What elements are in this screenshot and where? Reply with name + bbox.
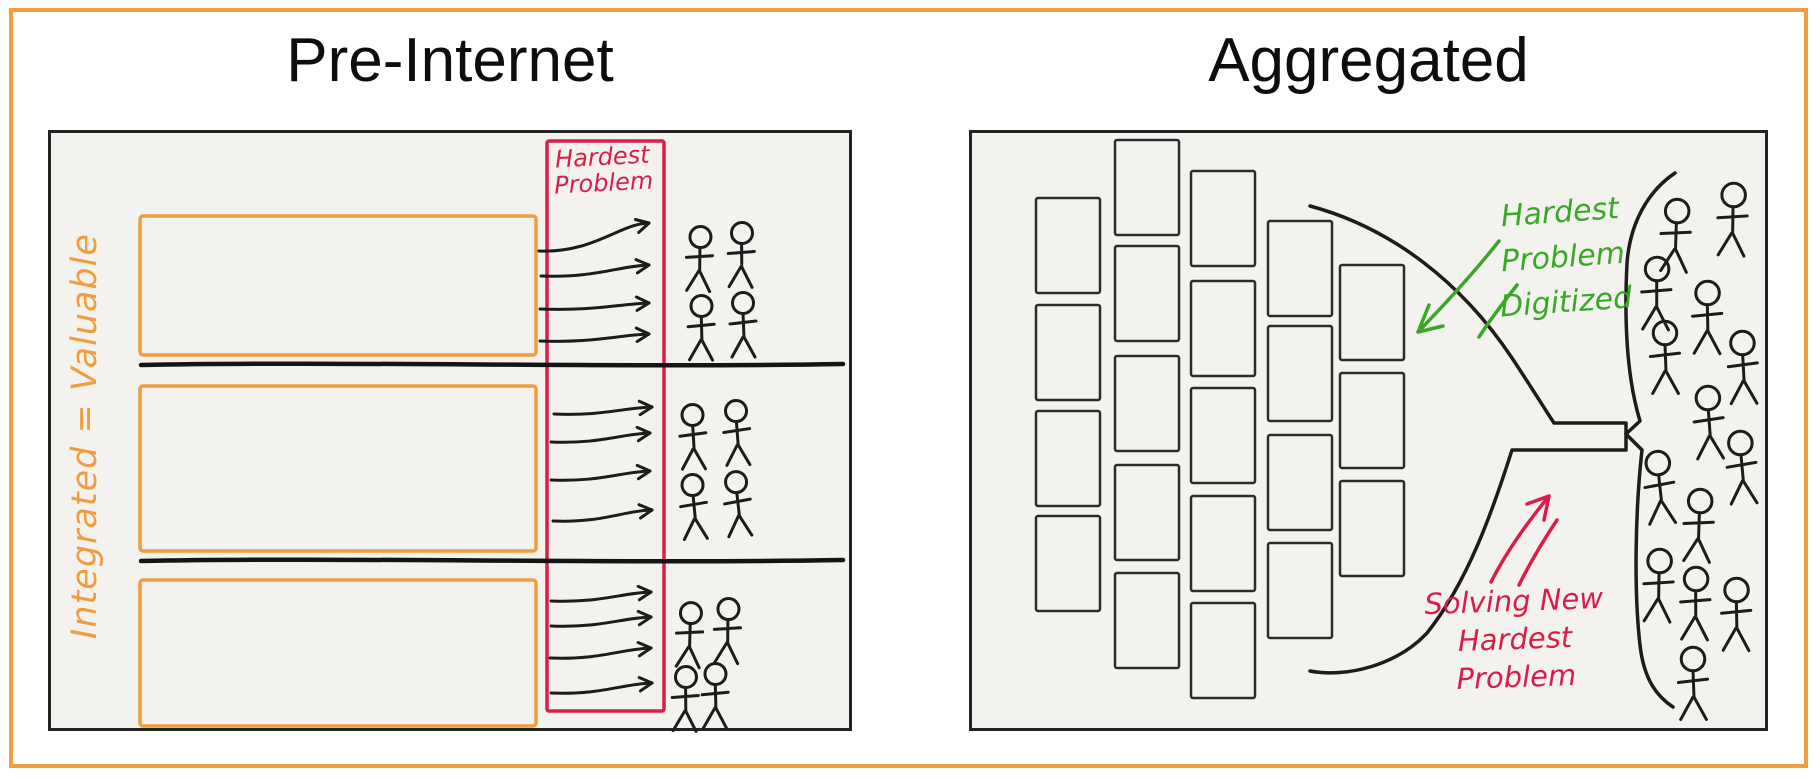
stick-figure-head bbox=[1688, 489, 1713, 514]
supplier-module-box-1-1 bbox=[1036, 198, 1100, 293]
stick-figure-head bbox=[1721, 183, 1746, 208]
stick-figure-body bbox=[1728, 355, 1758, 404]
pre-internet-drawing bbox=[51, 133, 855, 734]
stick-figure-body bbox=[713, 619, 741, 664]
stick-figure-body bbox=[1650, 345, 1679, 394]
customer-stick-figure bbox=[685, 226, 714, 292]
digitized-label-line1: Hardest bbox=[1499, 191, 1621, 235]
supplier-module-box-3-2 bbox=[1191, 281, 1255, 376]
supplier-module-box-3-3 bbox=[1191, 388, 1255, 483]
stick-figure-head bbox=[691, 295, 712, 316]
stick-figure-body bbox=[723, 421, 751, 465]
supplier-module-box-1-3 bbox=[1036, 411, 1100, 506]
crowd-stick-figure bbox=[1716, 183, 1749, 257]
customer-stick-figure bbox=[702, 663, 729, 728]
integrated-valuable-label: Integrated = Valuable bbox=[65, 233, 105, 639]
supplier-module-box-5-1 bbox=[1340, 265, 1404, 360]
crowd-stick-figure bbox=[1728, 331, 1758, 404]
solving-label-line1: Solving New bbox=[1423, 580, 1604, 622]
solving-label-line2: Hardest Problem bbox=[1455, 620, 1577, 697]
supplier-module-box-2-3 bbox=[1115, 356, 1179, 451]
stick-figure-head bbox=[1730, 331, 1754, 355]
stick-figure-body bbox=[1726, 454, 1758, 504]
stick-figure-head bbox=[717, 598, 739, 620]
separator-line-2 bbox=[141, 560, 843, 562]
crowd-stick-figure bbox=[1678, 647, 1707, 719]
distribution-arrow-1-4 bbox=[540, 334, 649, 341]
crowd-stick-figure bbox=[1692, 281, 1722, 354]
stick-figure-head bbox=[689, 226, 711, 248]
stick-figure-body bbox=[1721, 602, 1751, 651]
crowd-stick-figure bbox=[1650, 321, 1679, 393]
stick-figure-body bbox=[688, 316, 715, 360]
supplier-module-box-4-2 bbox=[1268, 326, 1332, 421]
stick-figure-head bbox=[733, 293, 754, 314]
distribution-arrow-2-2 bbox=[551, 433, 650, 442]
stick-figure-body bbox=[680, 495, 708, 540]
crowd-stick-figure bbox=[1721, 578, 1751, 651]
stick-figure-head bbox=[705, 663, 726, 684]
stick-figure-head bbox=[1725, 578, 1749, 602]
supplier-module-box-3-1 bbox=[1191, 171, 1255, 266]
stick-figure-head bbox=[682, 404, 703, 425]
stick-figure-body bbox=[1681, 512, 1713, 563]
stick-figure-head bbox=[731, 222, 753, 244]
crowd-stick-figure bbox=[1725, 431, 1758, 505]
crowd-stick-figure bbox=[1679, 567, 1711, 640]
distribution-arrow-2-3 bbox=[551, 471, 650, 480]
supplier-module-box-2-5 bbox=[1115, 573, 1179, 668]
stick-figure-body bbox=[727, 243, 755, 287]
solving-new-hardest-problem-label bbox=[1393, 578, 1637, 700]
customer-stick-figure bbox=[722, 471, 752, 537]
supplier-module-box-5-2 bbox=[1340, 373, 1404, 468]
customer-stick-figure bbox=[671, 666, 699, 731]
stick-figure-body bbox=[674, 623, 703, 668]
supplier-module-box-2-1 bbox=[1115, 140, 1179, 235]
supplier-module-box-4-1 bbox=[1268, 221, 1332, 316]
supplier-module-box-4-3 bbox=[1268, 435, 1332, 530]
distribution-arrow-1-2 bbox=[541, 265, 649, 276]
stick-figure-head bbox=[1696, 386, 1720, 410]
stick-figure-body bbox=[730, 314, 756, 358]
supplier-module-box-1-4 bbox=[1036, 516, 1100, 611]
supplier-module-box-2-4 bbox=[1115, 465, 1179, 560]
supplier-module-box-1-2 bbox=[1036, 305, 1100, 400]
distribution-arrow-2-1 bbox=[554, 407, 652, 414]
crowd-stick-figure bbox=[1642, 450, 1676, 524]
stick-figure-head bbox=[725, 471, 747, 493]
customer-stick-figure bbox=[679, 404, 706, 469]
integrated-supplier-box-3 bbox=[140, 580, 536, 726]
distribution-arrow-3-3 bbox=[550, 648, 651, 658]
stick-figure-body bbox=[1678, 671, 1707, 720]
crowd-stick-figure bbox=[1681, 488, 1715, 562]
hardest-problem-label-line2: Problem bbox=[553, 166, 654, 200]
stick-figure-head bbox=[1665, 199, 1690, 224]
customer-stick-figure bbox=[723, 400, 751, 465]
hardest-problem-label-line1: Hardest bbox=[554, 140, 651, 174]
customer-stick-figure bbox=[727, 222, 755, 287]
crowd-stick-figure bbox=[1693, 386, 1725, 459]
stick-figure-head bbox=[725, 400, 747, 422]
customer-stick-figure bbox=[688, 295, 715, 360]
crowd-stick-figure bbox=[1658, 198, 1692, 272]
supplier-module-box-2-2 bbox=[1115, 246, 1179, 341]
solving-red-arrow bbox=[1491, 496, 1557, 585]
stick-figure-body bbox=[1644, 474, 1676, 525]
stick-figure-body bbox=[702, 684, 729, 728]
hardest-problem-label bbox=[536, 141, 671, 200]
stick-figure-body bbox=[1658, 222, 1690, 273]
crowd-stick-figure bbox=[1642, 549, 1675, 623]
supplier-module-box-3-5 bbox=[1191, 603, 1255, 698]
stick-figure-body bbox=[1679, 590, 1710, 640]
stick-figure-body bbox=[1642, 572, 1674, 622]
stick-figure-head bbox=[1645, 451, 1670, 476]
distribution-arrow-1-3 bbox=[540, 303, 649, 309]
digitized-label-line3: Digitized bbox=[1498, 280, 1634, 325]
customer-stick-figure bbox=[730, 293, 756, 358]
digitized-label-line2: Problem bbox=[1500, 235, 1626, 280]
stick-figure-head bbox=[681, 474, 703, 496]
stick-figure-body bbox=[1694, 409, 1725, 459]
stick-figure-body bbox=[1716, 206, 1748, 256]
supplier-module-box-3-4 bbox=[1191, 496, 1255, 591]
pre-internet-panel bbox=[48, 130, 852, 731]
stick-figure-head bbox=[1684, 567, 1708, 591]
distribution-arrow-3-1 bbox=[551, 592, 651, 601]
distribution-arrow-3-4 bbox=[551, 683, 652, 693]
stick-figure-head bbox=[1647, 549, 1672, 574]
stick-figure-body bbox=[685, 247, 713, 292]
supplier-module-box-4-4 bbox=[1268, 543, 1332, 638]
left-panel-title: Pre-Internet bbox=[286, 26, 614, 95]
stick-figure-body bbox=[680, 425, 707, 469]
customer-stick-figure bbox=[674, 602, 704, 668]
stick-figure-head bbox=[680, 602, 702, 624]
stick-figure-body bbox=[724, 492, 753, 537]
integrated-supplier-box-1 bbox=[140, 216, 536, 355]
distribution-arrow-2-4 bbox=[553, 510, 652, 521]
stick-figure-head bbox=[1696, 281, 1720, 305]
stick-figure-head bbox=[1681, 647, 1705, 671]
right-panel-title: Aggregated bbox=[1208, 26, 1529, 95]
stick-figure-body bbox=[1692, 305, 1722, 354]
separator-line-1 bbox=[141, 364, 843, 366]
hardest-problem-digitized-label bbox=[1464, 184, 1663, 332]
supplier-module-box-5-3 bbox=[1340, 481, 1404, 576]
stick-figure-head bbox=[1728, 431, 1753, 456]
customer-stick-figure bbox=[713, 598, 742, 664]
distribution-arrow-1-1 bbox=[539, 223, 649, 251]
stick-figure-body bbox=[671, 687, 699, 731]
distribution-arrow-3-2 bbox=[551, 617, 651, 626]
stick-figure-head bbox=[675, 666, 697, 688]
integrated-supplier-box-2 bbox=[140, 386, 536, 551]
customer-stick-figure bbox=[679, 474, 708, 540]
